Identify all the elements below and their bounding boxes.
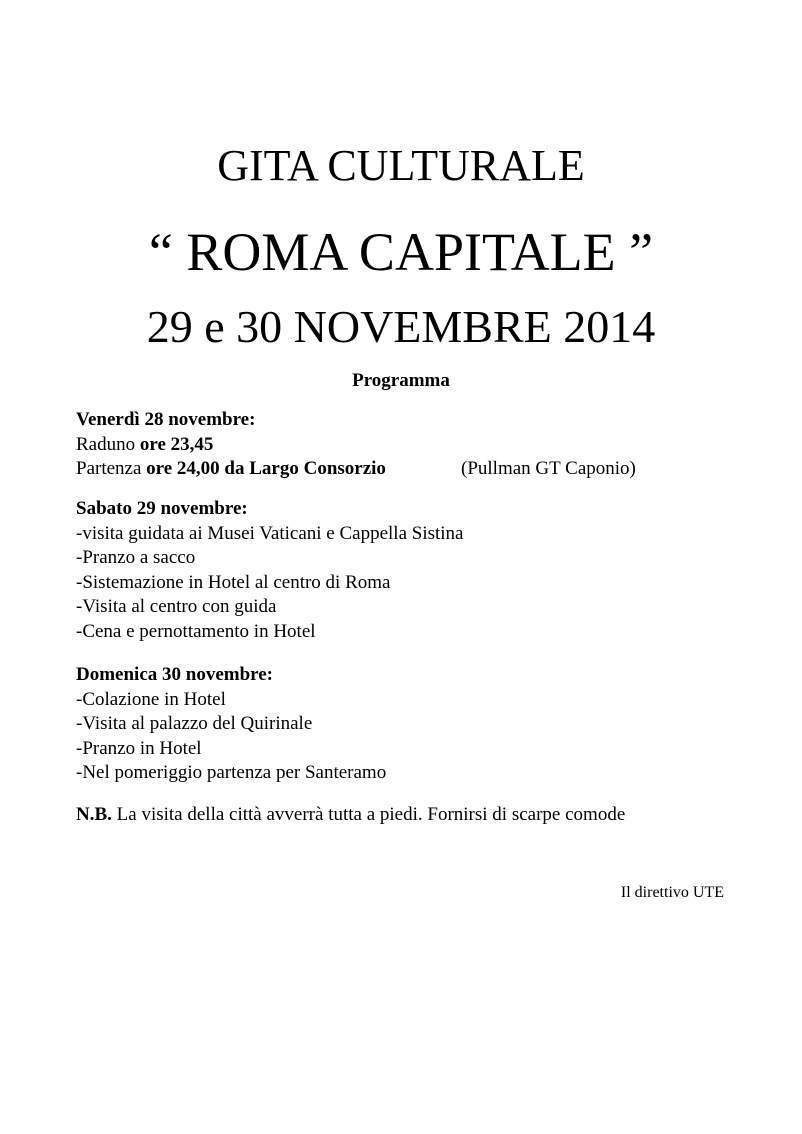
signature: Il direttivo UTE [620, 884, 724, 901]
sunday-section [76, 663, 756, 786]
saturday-heading: Sabato 29 novembre: [76, 498, 248, 519]
partenza-line [76, 457, 756, 482]
sunday-heading: Domenica 30 novembre: [76, 664, 274, 685]
list-item: -Nel pomeriggio partenza per Santeramo [76, 762, 387, 783]
raduno-time: ore 23,45 [139, 433, 214, 455]
list-item: -Visita al centro con guida [76, 596, 277, 617]
list-item: -Colazione in Hotel [76, 688, 226, 710]
note-label: N.B. [76, 804, 112, 825]
list-item: -Pranzo a sacco [76, 547, 196, 568]
raduno-line [76, 433, 756, 458]
pullman-note: (Pullman GT Caponio) [461, 458, 636, 479]
friday-heading: Venerdì 28 novembre: [76, 409, 256, 430]
title-line-1: GITA CULTURALE [217, 141, 585, 190]
title-line-2: “ ROMA CAPITALE ” [148, 222, 654, 282]
friday-section [76, 408, 756, 482]
list-item: -Visita al palazzo del Quirinale [76, 713, 313, 734]
list-item: -Sistemazione in Hotel al centro di Roma [76, 571, 391, 593]
note-line [76, 803, 756, 828]
partenza-detail: ore 24,00 da Largo Consorzio [146, 458, 386, 479]
list-item: -visita guidata ai Musei Vaticani e Cappella Sistina [76, 522, 464, 544]
saturday-section [76, 497, 756, 644]
list-item: -Pranzo in Hotel [76, 737, 202, 759]
date-line: 29 e 30 NOVEMBRE 2014 [146, 301, 656, 352]
list-item: -Cena e pernottamento in Hotel [76, 620, 316, 642]
program-label: Programma [352, 370, 450, 391]
partenza-label: Partenza [76, 458, 147, 479]
note-text: La visita della città avverrà tutta a piedi. Fornirsi di scarpe comode [111, 804, 626, 825]
raduno-label: Raduno [76, 433, 140, 455]
